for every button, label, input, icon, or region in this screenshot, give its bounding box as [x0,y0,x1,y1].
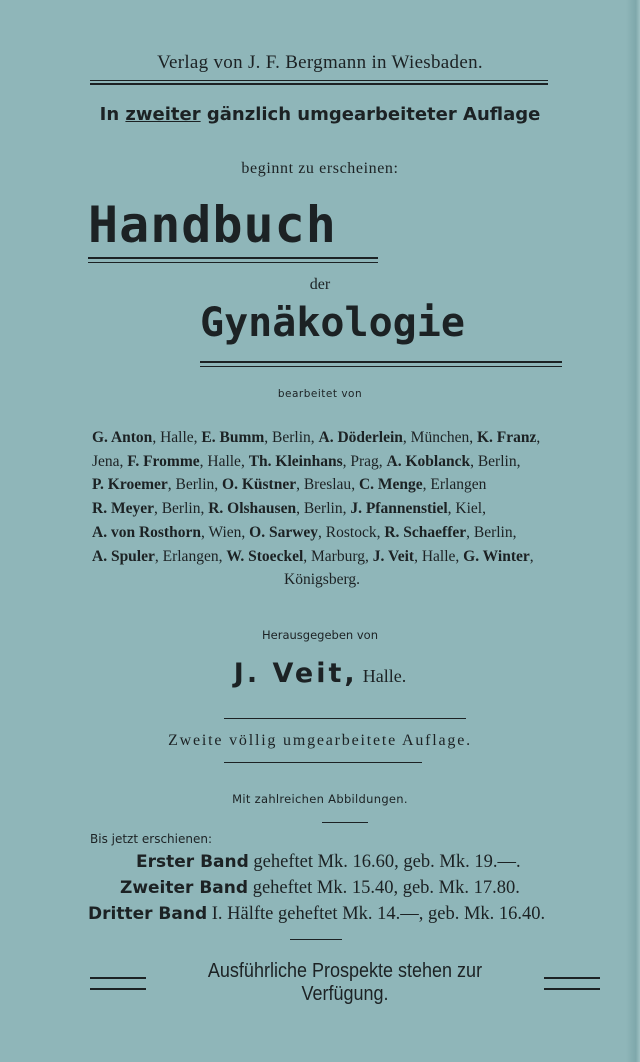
illustrations-note: Mit zahlreichen Abbildungen. [232,792,408,806]
volume-2: Zweiter Band geheftet Mk. 15.40, geb. Mk. 17.80. [120,878,520,898]
publisher-line: Verlag von J. F. Bergmann in Wiesbaden. [157,52,483,73]
prospekt-notice [90,960,600,1006]
title-rule-2 [88,262,378,263]
top-rule-thick [90,83,548,85]
short-rule [322,822,368,823]
title-rule-3 [200,361,562,363]
editor-intro: Herausgegeben von [262,628,378,642]
title-gynaekologie: Gynäkologie [200,300,465,346]
published-intro: Bis jetzt erschienen: [90,832,212,846]
volume-1: Erster Band geheftet Mk. 16.60, geb. Mk. 19.—. [136,852,521,872]
headline-part-1: In [99,104,126,125]
editor-name: J. Veit, [233,658,358,689]
bottom-short-rule [290,939,342,940]
headline-part-3: gänzlich umgearbeiteter Auflage [200,104,541,125]
volume-3: Dritter Band I. Hälfte geheftet Mk. 14.—, geb. Mk. 16.40. [88,904,546,924]
edition-rule-top [224,718,466,719]
editor-place: Halle. [362,666,407,686]
footer-double-rule-left [90,977,146,990]
top-rule [90,80,548,81]
title-connector: der [309,276,331,293]
prospekt-text: Ausführliche Prospekte stehen zur Verfügung. [207,960,483,1005]
edition-rule-bottom [224,762,422,763]
editor-line [0,658,640,689]
title-rule-4 [200,366,562,367]
edition-text: Zweite völlig umgearbeitete Auflage. [168,732,472,749]
title-rule-1 [88,257,378,259]
contributors-list: G. Anton, Halle, E. Bumm, Berlin, A. Döderlein, München, K. Franz, Jena, F. Fromme, Halle, Th. Kleinhans, Prag, A. Koblanck, Berlin, P. Kroemer, Berlin, O. Küstner, Breslau, C. Menge, Erlangen R. Meyer, Berlin, R. Olshausen, Berlin, J. Pfannenstiel, Kiel, A. von Rosthorn, Wien, O. Sarwey, Rostock, R. Schaeffer, Berlin, A. Spuler, Erlangen, W. Stoeckel, Marburg, J. Veit, Halle, G. Winter, Königsberg. [92,429,541,589]
begins-text: beginnt zu erscheinen: [241,160,399,177]
contributors-intro: bearbeitet von [277,388,363,400]
footer-double-rule-right [544,977,600,990]
headline-part-2: zweiter [125,104,201,125]
title-handbuch: Handbuch [88,196,337,254]
edition-announcement [0,104,640,125]
